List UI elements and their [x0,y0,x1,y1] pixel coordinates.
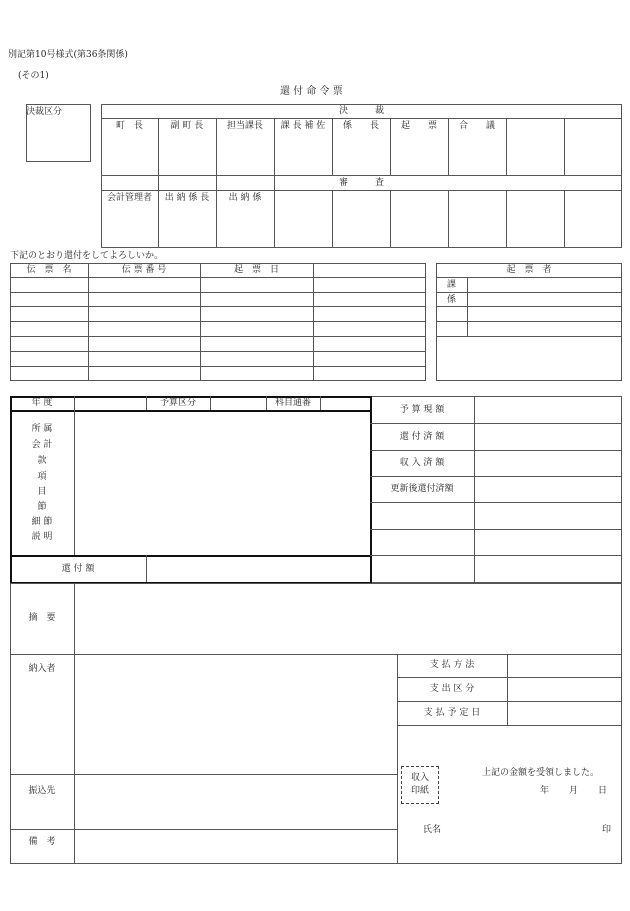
revenue-stamp-box [401,766,439,804]
drafter-header: 起 票 者 [506,265,552,275]
shimei-label: 氏名 [423,825,442,835]
class-setsu: 節 [37,502,47,512]
stamp-text-2: 印紙 [410,786,429,796]
col-draft-date: 起 票 日 [233,265,279,275]
kanpu-zumi-label: 還 付 済 額 [399,432,445,442]
page-title: 還 付 命 令 票 [280,86,343,97]
approver-deputy-mayor: 副 町 長 [170,121,204,131]
kessai-header: 決 裁 [338,106,384,116]
class-kan: 款 [37,456,47,466]
seal-mark: 印 [602,825,612,835]
auditor-treasury-chief: 出 納 係 長 [164,193,210,203]
nounyusha-label: 納入者 [28,664,56,674]
class-setsumei: 説 明 [31,532,53,542]
receipt-text: 上記の金額を受領しました。 [482,768,600,778]
approver-consultation: 合 議 [458,121,495,131]
form-reference: 別記第10号様式(第36条関係) [8,50,128,60]
furikomisaki-label: 振込先 [28,786,56,796]
biko-label: 備 考 [28,837,56,847]
kanpu-gaku-label: 還 付 額 [61,564,95,574]
slip-table [10,263,426,381]
approver-unit-chief: 係 長 [342,121,379,131]
shiharai-yoteibi-label: 支 払 予 定 日 [423,708,481,718]
shinsa-header: 審 査 [338,178,384,188]
approver-assistant-chief: 課 長 補 佐 [280,121,326,131]
date-day: 日 [598,786,608,796]
col-slip-name: 伝 票 名 [26,265,72,275]
nendo-label: 年 度 [31,398,53,408]
drafter-ka: 課 [446,280,456,290]
kamoku-label: 科目通番 [274,398,311,408]
shunyu-zumi-label: 収 入 済 額 [399,458,445,468]
kessai-kubun-label: 決裁区分 [26,107,63,117]
date-year: 年 [540,786,550,796]
col-slip-number: 伝 票 番 号 [121,265,167,275]
koshingo-kanpu-label: 更新後還付済額 [390,484,454,494]
shiharai-houhou-label: 支 払 方 法 [429,660,475,670]
bottom-section [10,583,622,864]
tekiyo-label: 摘 要 [28,613,56,623]
class-moku: 目 [37,487,47,497]
approver-drafter: 起 票 [400,121,437,131]
approver-mayor: 町 長 [115,121,143,131]
date-month: 月 [569,786,579,796]
yosan-kubun-label: 予算区分 [159,398,196,408]
class-shozoku: 所 属 [31,424,53,434]
class-saisetsu: 細 節 [31,517,53,527]
stamp-text-1: 収入 [410,773,429,783]
form-sub-number: (その1) [18,71,49,81]
shishutsu-kubun-label: 支 出 区 分 [429,684,475,694]
class-kaikei: 会 計 [31,440,53,450]
auditor-accountant: 会計管理者 [106,193,152,203]
yosan-gengaku-label: 予 算 現 額 [399,405,445,415]
request-sentence: 下記のとおり還付をしてよろしいか。 [10,251,164,261]
auditor-treasury-staff: 出 納 係 [228,193,262,203]
class-kou: 項 [37,472,47,482]
approver-section-chief: 担当課長 [226,121,263,131]
drafter-kakari: 係 [446,295,456,305]
